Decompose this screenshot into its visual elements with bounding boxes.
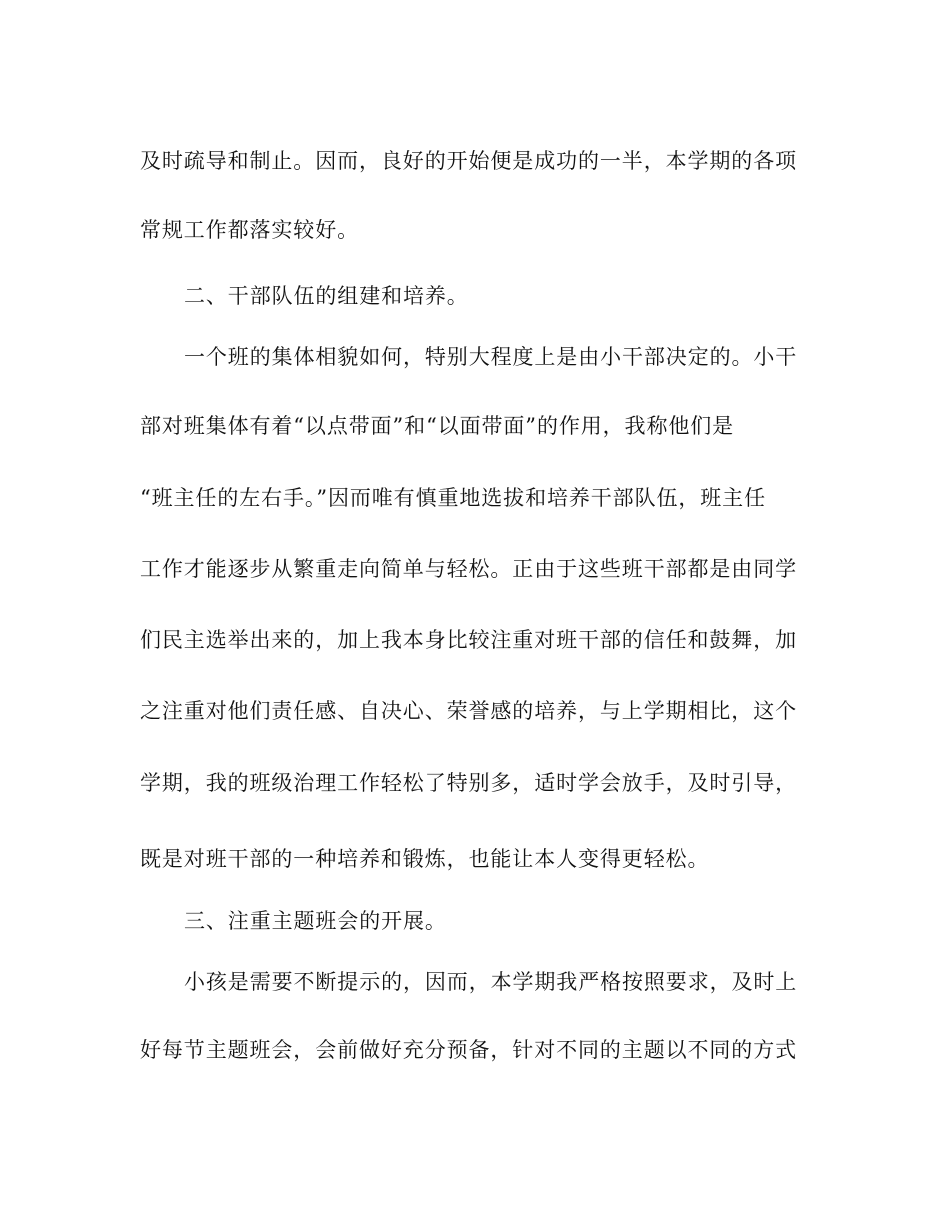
- paragraph-line: 常规工作都落实较好。: [140, 218, 359, 242]
- paragraph-line: 既是对班干部的一种培养和锻炼，也能让本人变得更轻松。: [140, 847, 710, 871]
- paragraph-line: 小孩是需要不断提示的，因而，本学期我严格按照要求，及时上: [184, 970, 798, 994]
- paragraph-line: 好每节主题班会，会前做好充分预备，针对不同的主题以不同的方式: [140, 1038, 797, 1062]
- paragraph-line: 学期，我的班级治理工作轻松了特别多，适时学会放手，及时引导，: [140, 771, 797, 795]
- paragraph-line: 一个班的集体相貌如何，特别大程度上是由小干部决定的。小干: [184, 345, 798, 369]
- paragraph-line: 之注重对他们责任感、自决心、荣誉感的培养，与上学期相比，这个: [140, 699, 797, 723]
- paragraph-line: 们民主选举出来的，加上我本身比较注重对班干部的信任和鼓舞，加: [140, 628, 797, 652]
- section-heading: 二、干部队伍的组建和培养。: [184, 284, 469, 308]
- paragraph-line: 部对班集体有着“以点带面”和“以面带面”的作用，我称他们是: [140, 414, 735, 438]
- paragraph-line: 工作才能逐步从繁重走向简单与轻松。正由于这些班干部都是由同学: [140, 557, 797, 581]
- paragraph-line: 及时疏导和制止。因而，良好的开始便是成功的一半，本学期的各项: [140, 149, 797, 173]
- paragraph-line: “班主任的左右手。”因而唯有慎重地选拔和培养干部队伍，班主任: [140, 486, 766, 510]
- section-heading: 三、注重主题班会的开展。: [184, 909, 447, 933]
